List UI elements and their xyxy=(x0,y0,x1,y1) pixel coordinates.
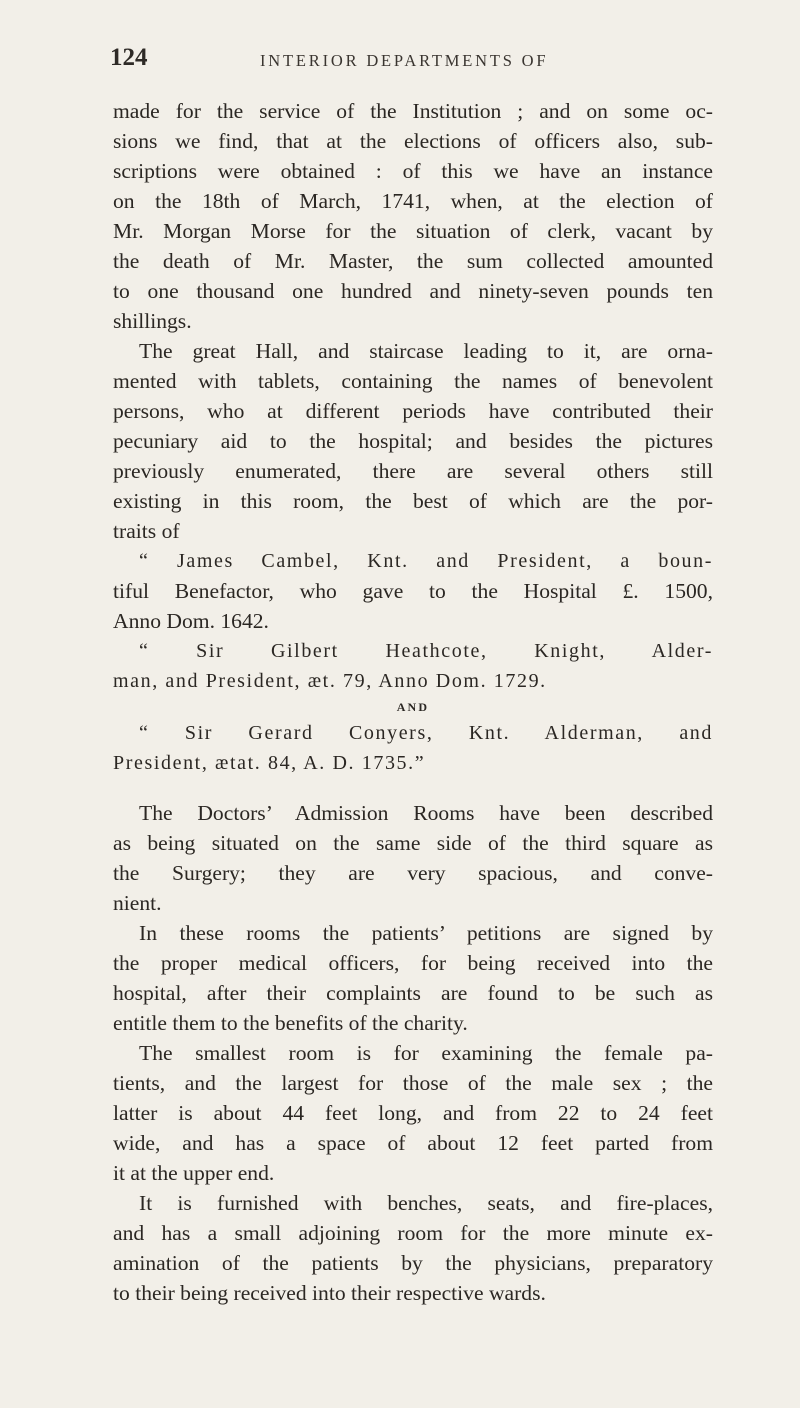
portrait-entry-line: President, ætat. 84, A. D. 1735.” xyxy=(113,752,426,774)
text-line: amination of the patients by the physicians, preparatory xyxy=(113,1251,713,1275)
paragraph-first-line: It is furnished with benches, seats, and fire-places, xyxy=(139,1191,713,1215)
paragraph-first-line: The great Hall, and staircase leading to it, are orna- xyxy=(139,339,713,363)
text-line: tients, and the largest for those of the male sex ; the xyxy=(113,1071,713,1095)
text-line: shillings. xyxy=(113,309,192,333)
portrait-entry-line: tiful Benefactor, who gave to the Hospital £. 1500, xyxy=(113,579,713,603)
text-line: wide, and has a space of about 12 feet parted from xyxy=(113,1131,713,1155)
running-title: INTERIOR DEPARTMENTS OF xyxy=(260,51,549,70)
text-line: it at the upper end. xyxy=(113,1161,275,1185)
text-line: and has a small adjoining room for the more minute ex- xyxy=(113,1221,713,1245)
and-separator: AND xyxy=(396,700,430,714)
text-line: Mr. Morgan Morse for the situation of clerk, vacant by xyxy=(113,219,713,243)
text-line: existing in this room, the best of which are the por- xyxy=(113,489,713,513)
text-line: entitle them to the benefits of the charity. xyxy=(113,1011,468,1035)
text-line: latter is about 44 feet long, and from 22 to 24 feet xyxy=(113,1101,713,1125)
text-line: mented with tablets, containing the names of benevolent xyxy=(113,369,713,393)
body-text xyxy=(113,96,713,1308)
text-line: pecuniary aid to the hospital; and besides the pictures xyxy=(113,429,713,453)
portrait-entry-line: “ Sir Gerard Conyers, Knt. Alderman, and xyxy=(139,722,713,744)
text-line: the Surgery; they are very spacious, and conve- xyxy=(113,861,713,885)
paragraph-first-line: The Doctors’ Admission Rooms have been described xyxy=(139,801,713,825)
portrait-entry-line: Anno Dom. 1642. xyxy=(113,609,269,633)
paragraph-first-line: The smallest room is for examining the female pa- xyxy=(139,1041,713,1065)
text-line: hospital, after their complaints are found to be such as xyxy=(113,981,713,1005)
portrait-entry-line: man, and President, æt. 79, Anno Dom. 1729. xyxy=(113,670,547,692)
text-line: nient. xyxy=(113,891,162,915)
text-line: the proper medical officers, for being received into the xyxy=(113,951,713,975)
text-line: the death of Mr. Master, the sum collected amounted xyxy=(113,249,713,273)
text-line: scriptions were obtained : of this we have an instance xyxy=(113,159,713,183)
page-number: 124 xyxy=(110,44,148,71)
text-line: as being situated on the same side of the third square as xyxy=(113,831,713,855)
text-line: previously enumerated, there are several others still xyxy=(113,459,713,483)
running-head xyxy=(110,44,710,76)
text-line: traits of xyxy=(113,519,180,543)
portrait-entry-line: “ James Cambel, Knt. and President, a boun- xyxy=(139,550,713,572)
paragraph-gap xyxy=(113,778,713,798)
text-line: on the 18th of March, 1741, when, at the election of xyxy=(113,189,713,213)
text-line: to their being received into their respective wards. xyxy=(113,1281,546,1305)
portrait-entry-line: “ Sir Gilbert Heathcote, Knight, Alder- xyxy=(139,640,713,662)
text-line: sions we find, that at the elections of officers also, sub- xyxy=(113,129,713,153)
text-line: to one thousand one hundred and ninety-seven pounds ten xyxy=(113,279,713,303)
text-line: made for the service of the Institution ; and on some oc- xyxy=(113,99,713,123)
paragraph-first-line: In these rooms the patients’ petitions are signed by xyxy=(139,921,713,945)
text-line: persons, who at different periods have contributed their xyxy=(113,399,713,423)
